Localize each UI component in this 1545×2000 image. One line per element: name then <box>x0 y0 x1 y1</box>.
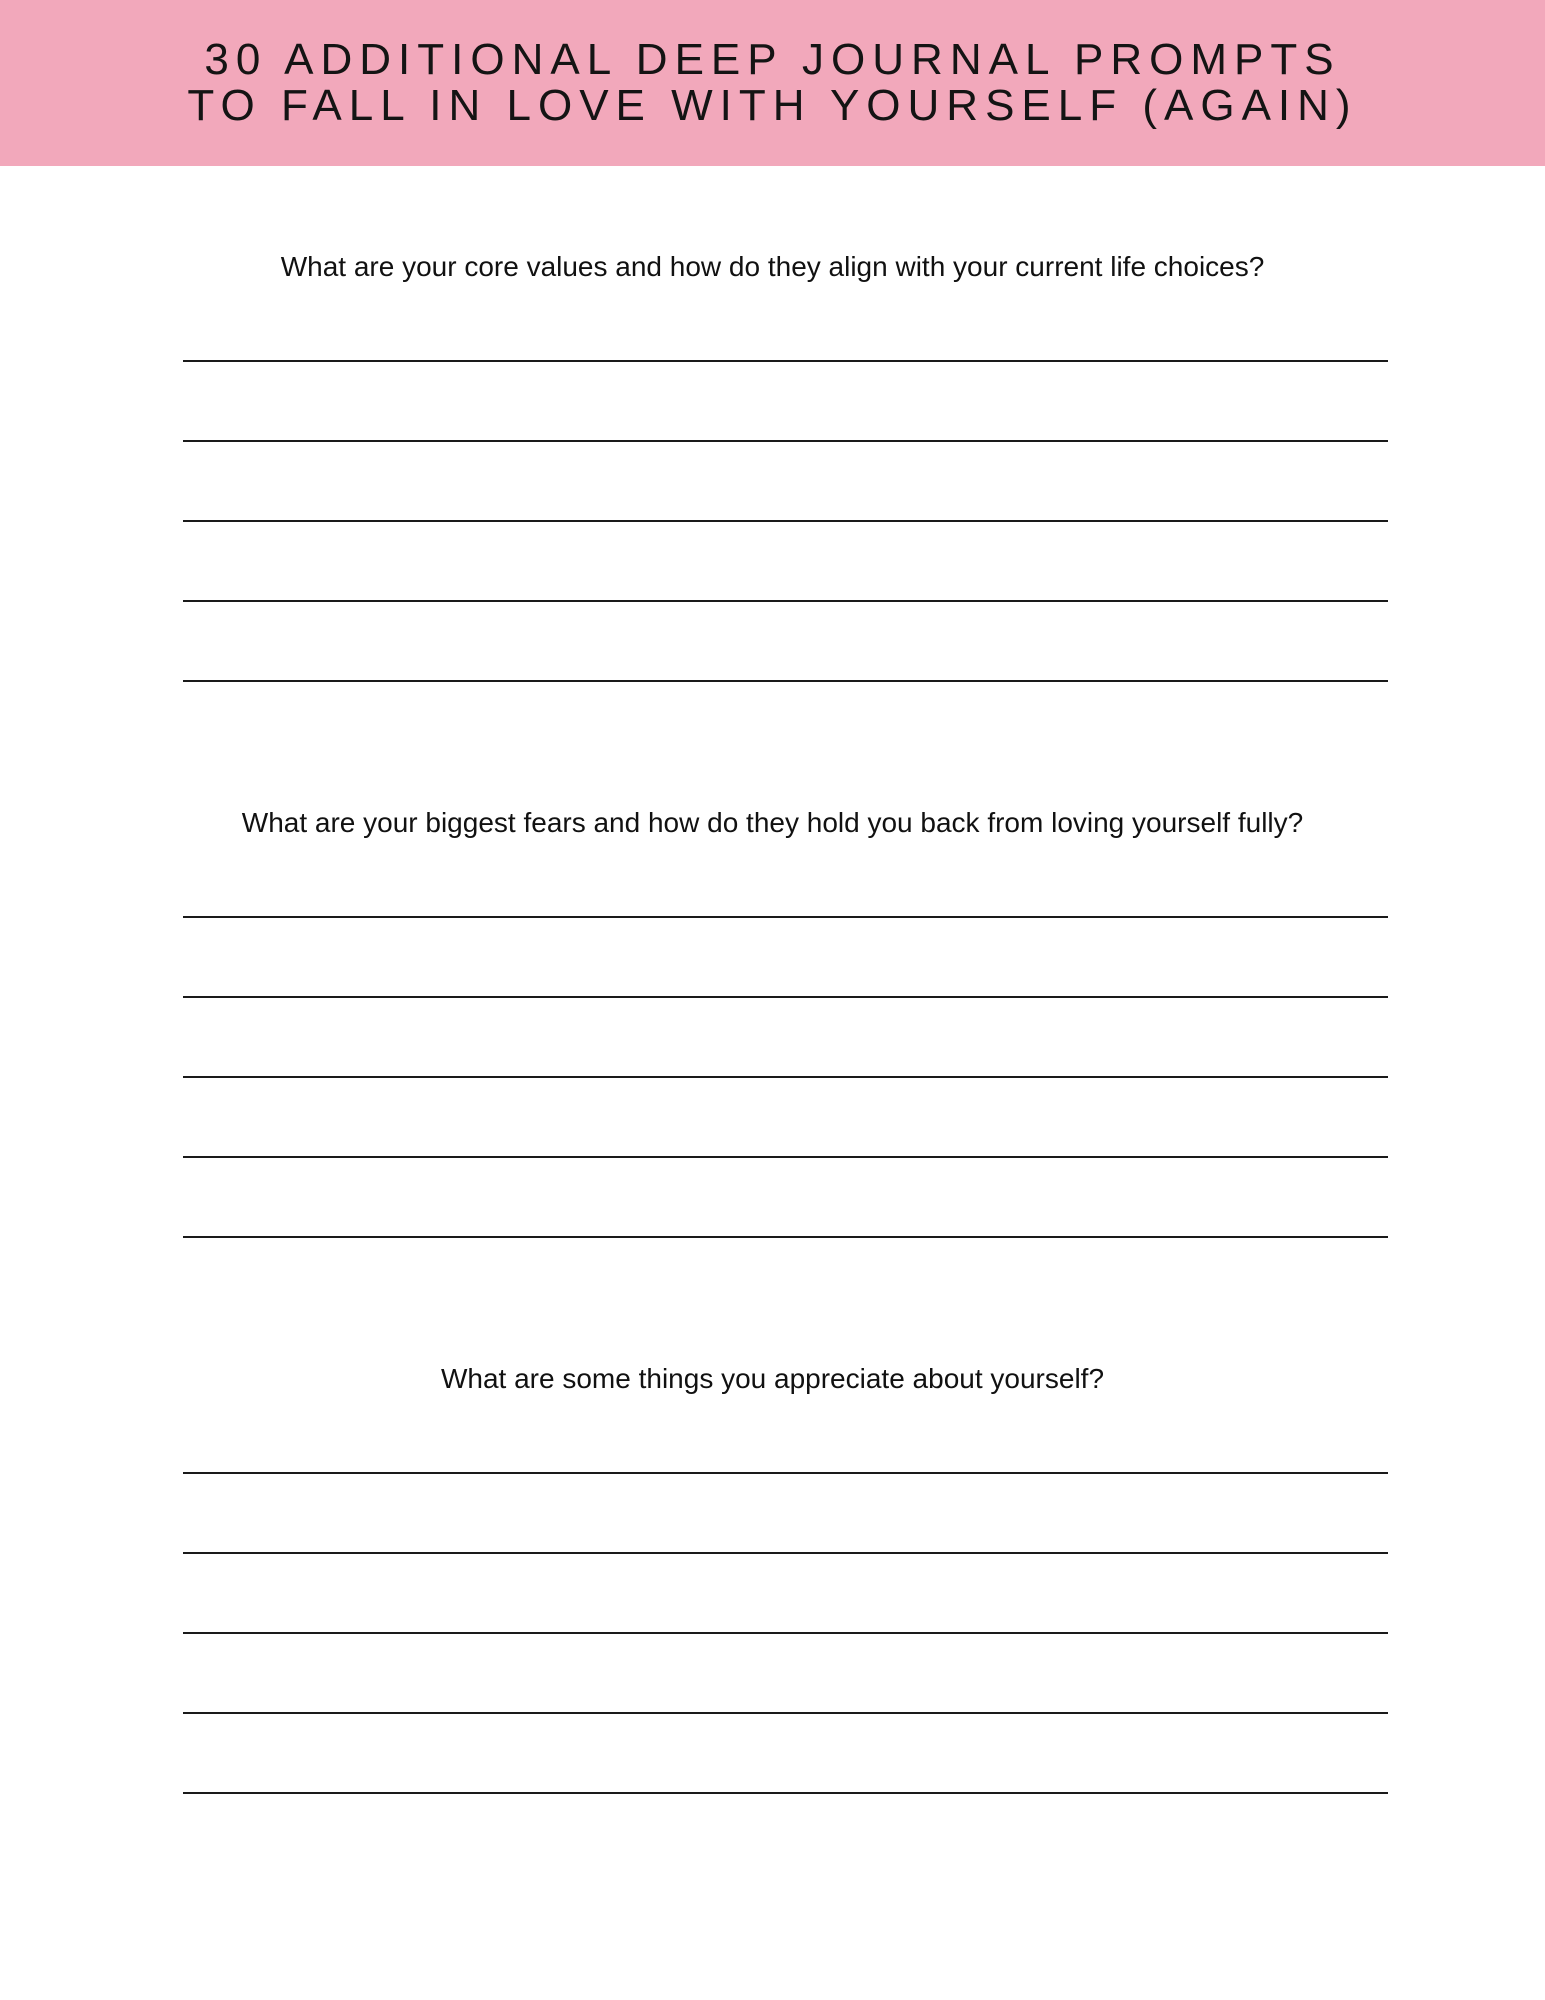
answer-line[interactable] <box>183 520 1388 522</box>
answer-line[interactable] <box>183 1156 1388 1158</box>
answer-line[interactable] <box>183 1076 1388 1078</box>
header-banner <box>0 0 1545 166</box>
page-title-line-2: TO FALL IN LOVE WITH YOURSELF (AGAIN) <box>187 81 1358 130</box>
answer-line[interactable] <box>183 1712 1388 1714</box>
answer-line[interactable] <box>183 600 1388 602</box>
answer-line[interactable] <box>183 1792 1388 1794</box>
prompt-question: What are some things you appreciate about yourself? <box>440 1363 1105 1394</box>
prompt-question: What are your biggest fears and how do they hold you back from loving yourself fully? <box>241 807 1304 838</box>
answer-line[interactable] <box>183 680 1388 682</box>
answer-line[interactable] <box>183 916 1388 918</box>
answer-line[interactable] <box>183 360 1388 362</box>
answer-line[interactable] <box>183 440 1388 442</box>
answer-line[interactable] <box>183 1236 1388 1238</box>
answer-line[interactable] <box>183 1552 1388 1554</box>
page-title-line-1: 30 ADDITIONAL DEEP JOURNAL PROMPTS <box>204 35 1341 84</box>
answer-line[interactable] <box>183 1472 1388 1474</box>
prompt-question: What are your core values and how do they align with your current life choices? <box>280 251 1265 282</box>
answer-line[interactable] <box>183 1632 1388 1634</box>
answer-line[interactable] <box>183 996 1388 998</box>
